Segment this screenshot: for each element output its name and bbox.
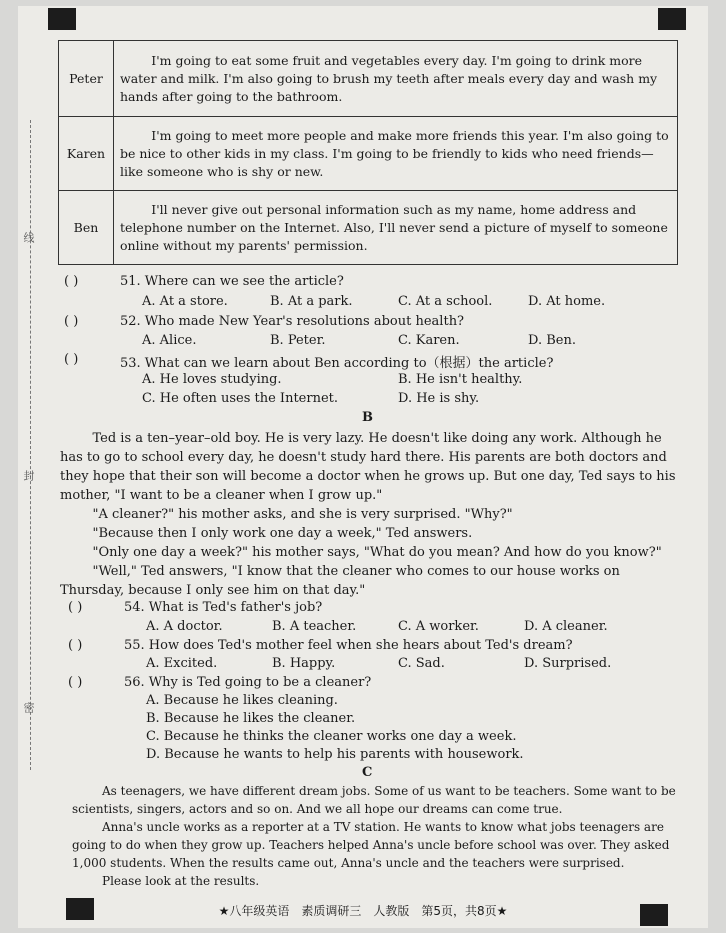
paragraph: Ted is a ten–year–old boy. He is very lazy. He doesn't like doing any work. Although he has to go to school every day, he doesn't study hard there. His parents are both doctors and they hope that their son will become a doctor when he grows up. But one day, Ted says to his mother, "I want to be a cleaner when I grow up."	[60, 431, 676, 503]
answer-blank[interactable]: ( )	[64, 352, 79, 367]
option: D. At home.	[528, 294, 606, 309]
question-stem: 53. What can we learn about Ben according to（根据）the article?	[120, 356, 554, 371]
side-label: 密	[22, 702, 35, 713]
passage-b	[60, 429, 678, 600]
option: D. Because he wants to help his parents with housework.	[146, 747, 524, 762]
option: A. At a store.	[142, 294, 228, 309]
answer-blank[interactable]: ( )	[68, 638, 83, 653]
question-stem: 56. Why is Ted going to be a cleaner?	[124, 675, 372, 690]
table-row	[59, 191, 678, 265]
side-label: 线	[22, 232, 35, 243]
option: D. A cleaner.	[524, 619, 608, 634]
passage-c	[72, 782, 682, 890]
answer-blank[interactable]: ( )	[64, 314, 79, 329]
answer-blank[interactable]: ( )	[68, 675, 83, 690]
paragraph: "Because then I only work one day a week," Ted answers.	[92, 526, 473, 541]
option: B. Because he likes the cleaner.	[146, 711, 356, 726]
person-name: Karen	[59, 117, 114, 191]
page-footer: ★八年级英语 素质调研三 人教版 第5页，共8页★	[218, 904, 508, 918]
question-stem: 55. How does Ted's mother feel when she hears about Ted's dream?	[124, 638, 573, 653]
option: B. Happy.	[272, 656, 336, 671]
section-heading: C	[362, 765, 373, 780]
question-stem: 51. Where can we see the article?	[120, 274, 344, 289]
resolution-text: I'll never give out personal information such as my name, home address and telephone number on the Internet. Also, I'll never send a picture of myself to someone online without my parents' permission.	[114, 191, 678, 265]
person-name: Peter	[59, 41, 114, 117]
resolution-text: I'm going to meet more people and make more friends this year. I'm also going to be nice to other kids in my class. I'm going to be friendly to kids who need friends—like someone who is shy or new.	[114, 117, 678, 191]
paragraph: As teenagers, we have different dream jobs. Some of us want to be teachers. Some want to be scientists, singers, actors and so on. And we all hope our dreams can come true.	[72, 784, 676, 816]
question-stem: 52. Who made New Year's resolutions about health?	[120, 314, 465, 329]
paragraph: Anna's uncle works as a reporter at a TV station. He wants to know what jobs teenagers are going to do when they grow up. Teachers helped Anna's uncle before school was over. They asked 1,000 students. When the results came out, Anna's uncle and the teachers were surprised.	[72, 820, 670, 870]
binding-line	[30, 120, 31, 770]
option: C. Sad.	[398, 656, 445, 671]
option: C. He often uses the Internet.	[142, 391, 338, 406]
option: A. Alice.	[142, 333, 197, 348]
table-row	[59, 41, 678, 117]
answer-blank[interactable]: ( )	[68, 600, 83, 615]
side-label: 封	[22, 470, 35, 481]
option: B. A teacher.	[272, 619, 357, 634]
option: C. Because he thinks the cleaner works one day a week.	[146, 729, 517, 744]
answer-blank[interactable]: ( )	[64, 274, 79, 289]
option: D. Ben.	[528, 333, 576, 348]
option: C. A worker.	[398, 619, 479, 634]
paragraph: "Only one day a week?" his mother says, "What do you mean? And how do you know?"	[92, 545, 662, 560]
resolution-text: I'm going to eat some fruit and vegetables every day. I'm going to drink more water and milk. I'm also going to brush my teeth after meals every day and wash my hands after going to the bathroom.	[114, 41, 678, 117]
question-stem: 54. What is Ted's father's job?	[124, 600, 323, 615]
option: D. Surprised.	[524, 656, 612, 671]
option: A. He loves studying.	[142, 372, 282, 387]
option: B. At a park.	[270, 294, 353, 309]
paragraph: "Well," Ted answers, "I know that the cleaner who comes to our house works on Thursday, because I only see him on that day."	[60, 564, 620, 598]
resolutions-table	[58, 40, 678, 265]
paragraph: Please look at the results.	[102, 874, 260, 888]
person-name: Ben	[59, 191, 114, 265]
option: A. A doctor.	[146, 619, 223, 634]
section-heading: B	[362, 410, 373, 425]
option: A. Excited.	[146, 656, 218, 671]
registration-mark	[48, 8, 76, 30]
paragraph: "A cleaner?" his mother asks, and she is very surprised. "Why?"	[92, 507, 513, 522]
option: A. Because he likes cleaning.	[146, 693, 338, 708]
table-row	[59, 117, 678, 191]
option: D. He is shy.	[398, 391, 480, 406]
registration-mark	[658, 8, 686, 30]
option: C. At a school.	[398, 294, 493, 309]
option: B. Peter.	[270, 333, 326, 348]
option: C. Karen.	[398, 333, 460, 348]
option: B. He isn't healthy.	[398, 372, 523, 387]
